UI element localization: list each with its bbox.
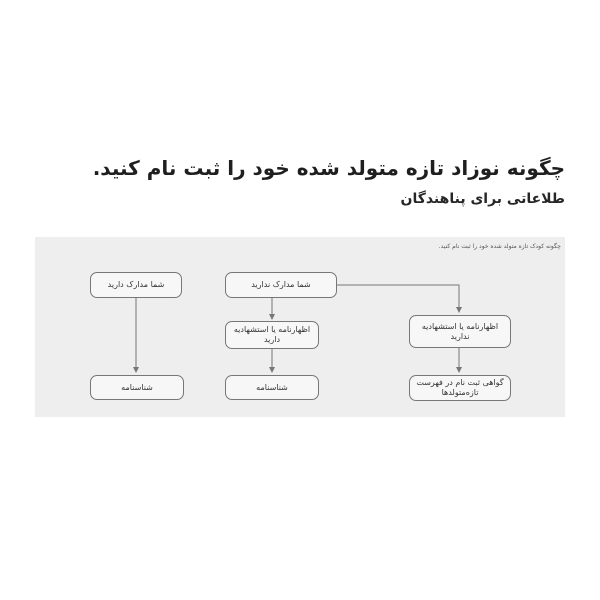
flowchart-caption: چگونه کودک تازه متولد شده خود را ثبت نام کنید. xyxy=(438,243,561,250)
node-birth-certificate: گواهی ثبت نام در فهرست تازه‌متولدها xyxy=(409,375,511,401)
node-id-card-a: شناسنامه xyxy=(90,375,184,400)
node-no-documents: شما مدارک ندارید xyxy=(225,272,337,298)
page-subtitle: طلاعاتی برای پناهندگان xyxy=(400,191,565,207)
node-have-documents: شما مدارک دارید xyxy=(90,272,182,298)
node-has-affidavit: اظهارنامه یا استشهادیه دارید xyxy=(225,321,319,349)
flowchart-panel xyxy=(35,237,565,417)
node-no-affidavit: اظهارنامه یا استشهادیه ندارید xyxy=(409,315,511,348)
page-title: چگونه نوزاد تازه متولد شده خود را ثبت نام کنید. xyxy=(92,156,565,180)
edge-no-documents-to-no-affidavit xyxy=(337,285,459,312)
node-id-card-b: شناسنامه xyxy=(225,375,319,400)
